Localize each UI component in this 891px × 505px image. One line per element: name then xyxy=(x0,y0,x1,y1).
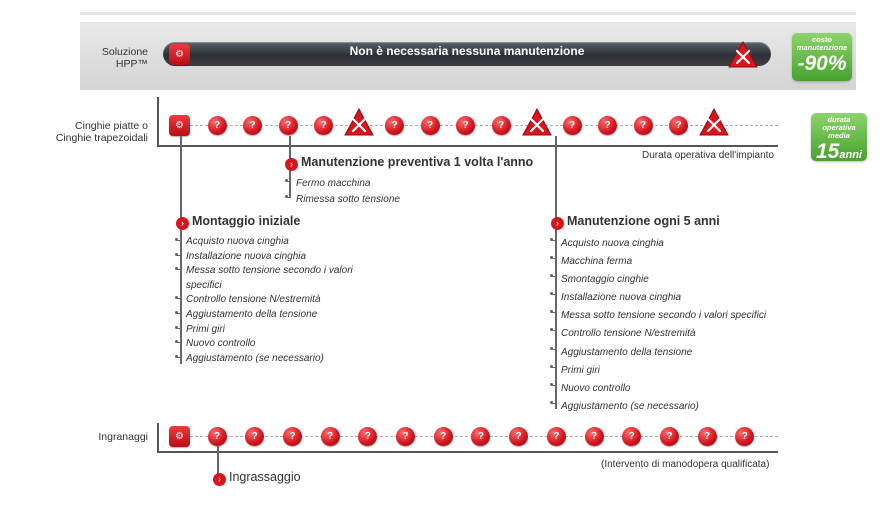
maintenance-tools-icon: ? xyxy=(456,116,475,135)
chevron-right-icon: › xyxy=(176,217,189,230)
initial-steps xyxy=(178,235,353,366)
maintenance-tools-icon: ? xyxy=(698,427,717,446)
five-year-steps xyxy=(553,235,766,416)
list-item: Macchina ferma xyxy=(553,253,766,271)
maintenance-tools-icon: ? xyxy=(314,116,333,135)
chevron-right-icon: › xyxy=(213,473,226,486)
gears-row-label: Ingranaggi xyxy=(98,431,148,443)
hpp-row-label: Soluzione HPP™ xyxy=(101,46,148,70)
gears-axis-caption: (Intervento di manodopera qualificata) xyxy=(601,459,770,470)
maintenance-tools-icon: ? xyxy=(622,427,641,446)
maintenance-tools-icon: ? xyxy=(358,427,377,446)
maintenance-tools-icon: ? xyxy=(321,427,340,446)
list-item: Aggiustamento della tensione xyxy=(553,344,766,362)
gears-axis-y xyxy=(157,423,159,452)
list-item: Installazione nuova cinghia xyxy=(553,289,766,307)
chevron-right-icon: › xyxy=(285,158,298,171)
gauge-wrench-icon: ⚙ xyxy=(169,44,190,65)
list-item: Aggiustamento (se necessario) xyxy=(178,352,353,367)
list-item: Rimessa sotto tensione xyxy=(288,192,400,208)
maintenance-tools-icon: ? xyxy=(283,427,302,446)
top-rule xyxy=(80,12,856,15)
preventive-heading: › Manutenzione preventiva 1 volta l'anno xyxy=(285,155,533,171)
gears-axis-x xyxy=(157,451,778,453)
maintenance-tools-icon: ? xyxy=(421,116,440,135)
maintenance-tools-icon: ? xyxy=(669,116,688,135)
maintenance-tools-icon: ? xyxy=(208,116,227,135)
preventive-steps xyxy=(288,176,400,207)
maintenance-tools-icon: ? xyxy=(208,427,227,446)
list-item: Acquisto nuova cinghia xyxy=(178,235,353,250)
list-item: Nuovo controllo xyxy=(178,337,353,352)
list-item: Aggiustamento (se necessario) xyxy=(553,398,766,416)
maintenance-tools-icon: ? xyxy=(598,116,617,135)
belts-axis-x xyxy=(157,145,778,147)
list-item: Acquisto nuova cinghia xyxy=(553,235,766,253)
list-item: Controllo tensione N/estremità xyxy=(178,293,353,308)
maintenance-tools-icon: ? xyxy=(509,427,528,446)
maintenance-tools-icon: ? xyxy=(735,427,754,446)
belts-axis-caption: Durata operativa dell'impianto xyxy=(642,150,774,161)
belts-row-label: Cinghie piatte o Cinghie trapezoidali xyxy=(55,120,148,144)
warning-triangle-tools-icon xyxy=(344,108,374,136)
maintenance-tools-icon: ? xyxy=(279,116,298,135)
maintenance-tools-icon: ? xyxy=(547,427,566,446)
service-life-badge: durata operativa media 15anni xyxy=(811,113,867,161)
list-item: specifici xyxy=(186,279,222,291)
maintenance-tools-icon: ? xyxy=(492,116,511,135)
list-item: Messa sotto tensione secondo i valori xyxy=(178,264,353,279)
list-item: Primi giri xyxy=(178,323,353,338)
maintenance-tools-icon: ? xyxy=(471,427,490,446)
maintenance-tools-icon: ? xyxy=(245,427,264,446)
gauge-wrench-icon: ⚙ xyxy=(169,115,190,136)
maintenance-tools-icon: ? xyxy=(634,116,653,135)
list-item: Fermo macchina xyxy=(288,176,400,192)
greasing-heading: › Ingrassaggio xyxy=(213,470,301,486)
list-item: Smontaggio cinghie xyxy=(553,271,766,289)
list-item: Nuovo controllo xyxy=(553,380,766,398)
maintenance-cost-badge: costo manutenzione -90% xyxy=(792,33,852,81)
maintenance-tools-icon: ? xyxy=(396,427,415,446)
warning-triangle-tools-icon xyxy=(699,108,729,136)
list-item: Aggiustamento della tensione xyxy=(178,308,353,323)
list-item: Controllo tensione N/estremità xyxy=(553,325,766,343)
list-item: Messa sotto tensione secondo i valori specifici xyxy=(553,307,766,325)
warning-triangle-tools-icon xyxy=(522,108,552,136)
warning-triangle-tools-icon xyxy=(728,41,758,68)
maintenance-tools-icon: ? xyxy=(385,116,404,135)
list-item: Primi giri xyxy=(553,362,766,380)
hpp-bar-text: Non è necessaria nessuna manutenzione xyxy=(349,44,585,58)
maintenance-tools-icon: ? xyxy=(585,427,604,446)
list-item: Installazione nuova cinghia xyxy=(178,250,353,265)
chevron-right-icon: › xyxy=(551,217,564,230)
gauge-wrench-icon: ⚙ xyxy=(169,426,190,447)
maintenance-tools-icon: ? xyxy=(563,116,582,135)
five-year-heading: › Manutenzione ogni 5 anni xyxy=(551,214,720,230)
maintenance-tools-icon: ? xyxy=(434,427,453,446)
maintenance-tools-icon: ? xyxy=(243,116,262,135)
maintenance-tools-icon: ? xyxy=(660,427,679,446)
belts-axis-y xyxy=(157,97,159,146)
initial-heading: › Montaggio iniziale xyxy=(176,214,300,230)
